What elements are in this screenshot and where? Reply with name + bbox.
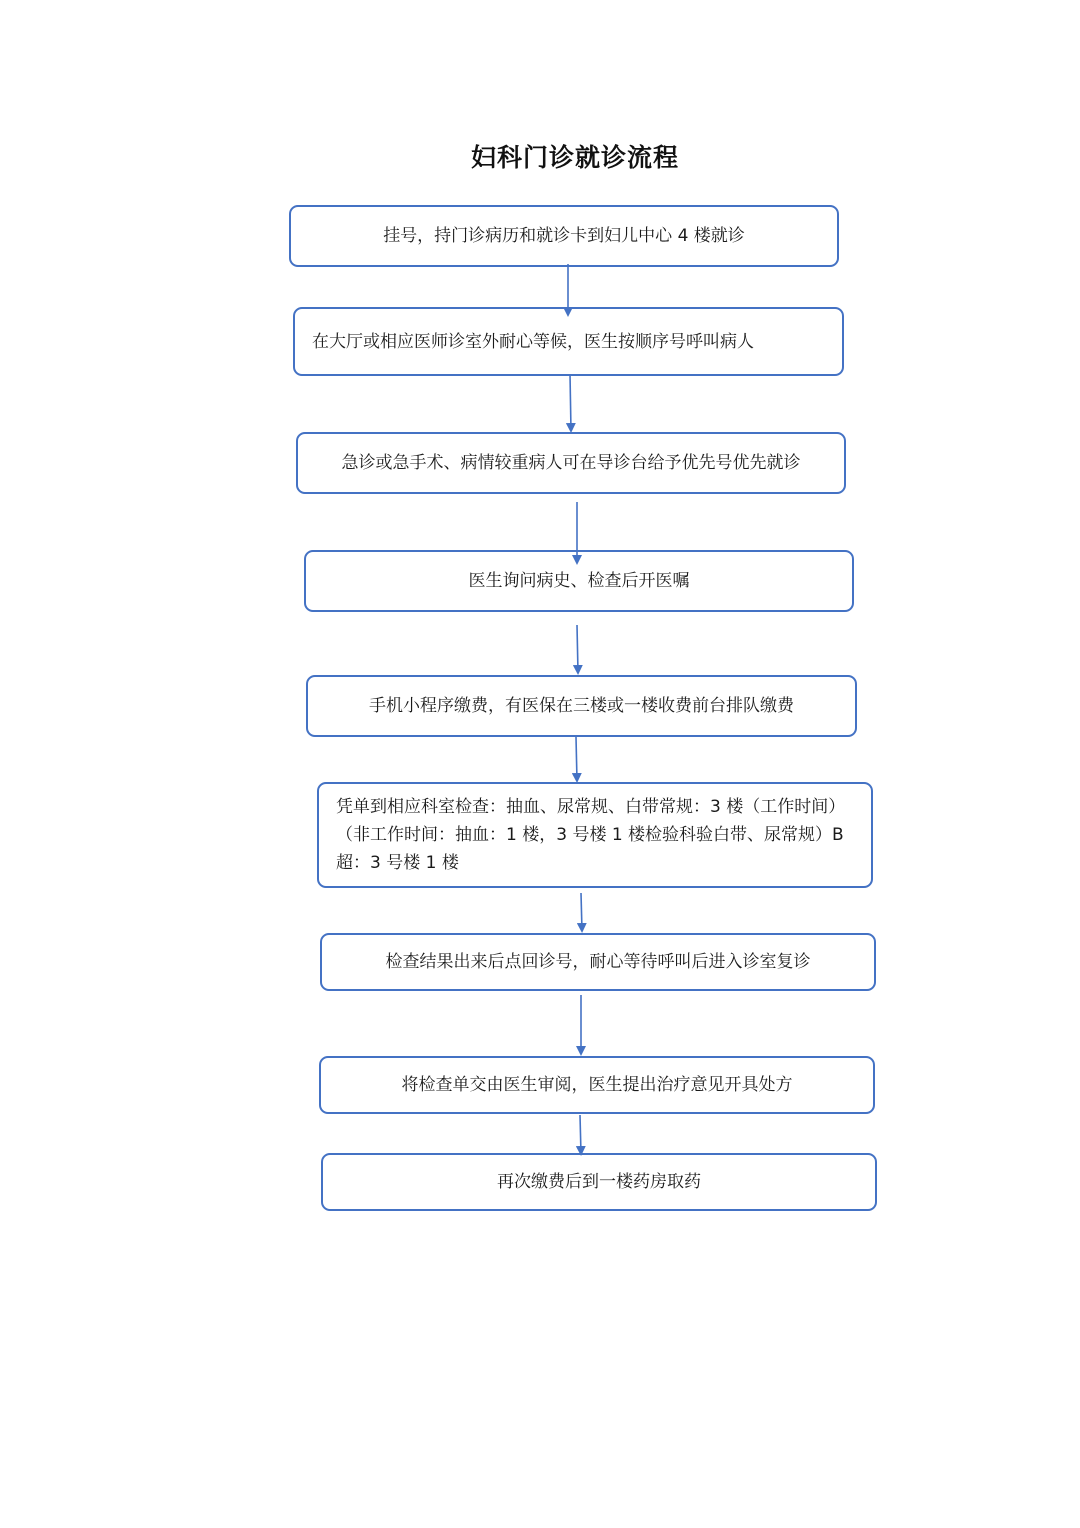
step-7-text: 检查结果出来后点回诊号，耐心等待呼叫后进入诊室复诊 <box>385 952 811 972</box>
step-9-text: 再次缴费后到一楼药房取药 <box>497 1172 701 1192</box>
arrow-2-to-3 <box>570 374 571 431</box>
step-1-text: 挂号，持门诊病历和就诊卡到妇儿中心 4 楼就诊 <box>383 226 745 246</box>
step-4-text: 医生询问病史、检查后开医嘱 <box>468 571 690 591</box>
page-title: 妇科门诊就诊流程 <box>470 143 679 172</box>
step-5-text: 手机小程序缴费，有医保在三楼或一楼收费前台排队缴费 <box>369 696 794 716</box>
step-6-text: 凭单到相应科室检查：抽血、尿常规、白带常规：3 楼（工作时间）（非工作时间：抽血：1 楼，3 号楼 1 楼检验科验白带、尿常规）B 超：3 号楼 1 楼 <box>336 797 846 873</box>
step-8-text: 将检查单交由医生审阅，医生提出治疗意见开具处方 <box>401 1075 793 1095</box>
arrow-8-to-9 <box>580 1115 581 1154</box>
arrow-6-to-7 <box>581 893 582 931</box>
step-3-text: 急诊或急手术、病情较重病人可在导诊台给予优先号优先就诊 <box>341 453 801 473</box>
step-2-text: 在大厅或相应医师诊室外耐心等候，医生按顺序号呼叫病人 <box>312 331 754 352</box>
arrow-5-to-6 <box>576 737 577 781</box>
arrow-4-to-5 <box>577 625 578 673</box>
